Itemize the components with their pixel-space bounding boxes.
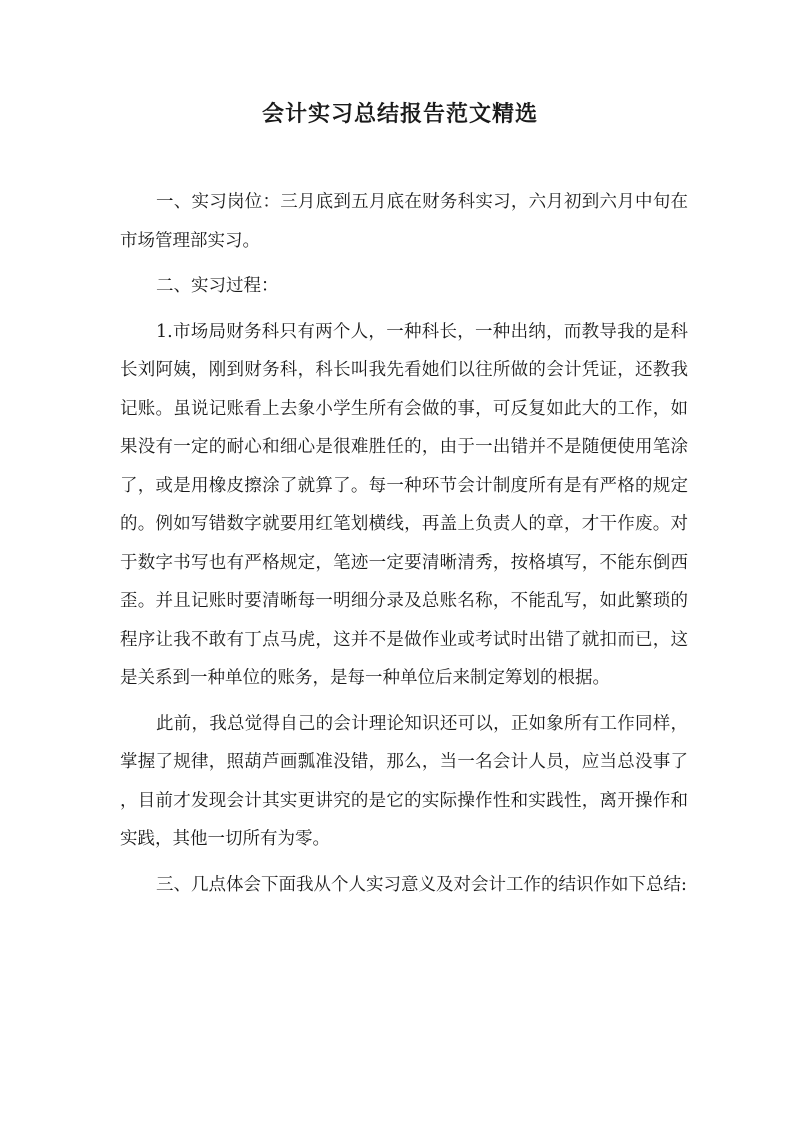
paragraph-internship-position: 一、实习岗位：三月底到五月底在财务科实习，六月初到六月中旬在市场管理部实习。 xyxy=(120,192,688,251)
paragraph-internship-process-heading: 二、实习过程： xyxy=(156,276,279,296)
document-title: 会计实习总结报告范文精选 xyxy=(261,101,538,127)
paragraph-reflection: 此前，我总觉得自己的会计理论知识还可以，正如象所有工作同样，掌握了规律，照葫芦画瓢准没错，那么，当一名会计人员，应当总没事了，目前才发现会计其实更讲究的是它的实际操作性和实践性，离开操作和实践，其他一切所有为零。 xyxy=(120,713,688,849)
paragraph-finance-section: 1.市场局财务科只有两个人，一种科长，一种出纳，而教导我的是科长刘阿姨，刚到财务科，科长叫我先看她们以往所做的会计凭证，还教我记账。虽说记账看上去象小学生所有会做的事，可反复如此大的工作，如果没有一定的耐心和细心是很难胜任的，由于一出错并不是随便使用笔涂了，或是用橡皮擦涂了就算了。每一种环节会计制度所有是有严格的规定的。例如写错数字就要用红笔划横线，再盖上负责人的章，才干作废。对于数字书写也有严格规定，笔迹一定要清晰清秀，按格填写，不能东倒西歪。并且记账时要清晰每一明细分录及总账名称，不能乱写，如此繁琐的程序让我不敢有丁点马虎，这并不是做作业或考试时出错了就扣而已，这是关系到一种单位的账务，是每一种单位后来制定筹划的根据。 xyxy=(120,321,688,688)
paragraph-experience-heading: 三、几点体会下面我从个人实习意义及对会计工作的结识作如下总结: xyxy=(156,874,687,895)
document-body xyxy=(120,183,688,911)
